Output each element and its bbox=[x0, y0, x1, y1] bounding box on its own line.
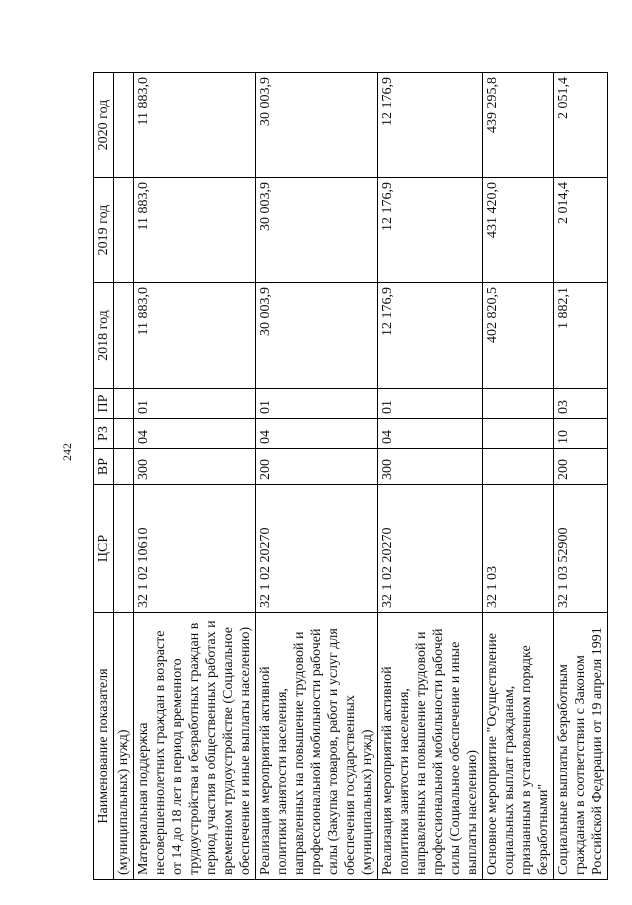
cell-2019: 431 420,0 bbox=[483, 178, 554, 283]
cell-2019: 12 176,9 bbox=[378, 178, 483, 283]
cell-pr bbox=[483, 389, 554, 419]
cell-2018: 1 882,1 bbox=[554, 283, 608, 389]
table-row bbox=[134, 73, 256, 880]
table-row bbox=[483, 73, 554, 880]
table-wrapper bbox=[93, 73, 603, 880]
cell-csr bbox=[114, 485, 134, 613]
header-2018: 2018 год bbox=[94, 283, 114, 389]
cell-vr bbox=[114, 449, 134, 485]
cell-name: Социальные выплаты безработным гражданам в соответствии с Законом Российской Федерации от 19 апреля 1991 bbox=[554, 613, 608, 880]
cell-name: Основное мероприятие "Осуществление социальных выплат гражданам, признанным в установленном порядке безработными" bbox=[483, 613, 554, 880]
cell-vr bbox=[483, 449, 554, 485]
cell-2020: 2 051,4 bbox=[554, 73, 608, 178]
header-rz: РЗ bbox=[94, 419, 114, 449]
cell-vr: 200 bbox=[554, 449, 608, 485]
table-header-row bbox=[94, 73, 114, 880]
table-row bbox=[256, 73, 378, 880]
cell-vr: 300 bbox=[378, 449, 483, 485]
cell-csr: 32 1 03 bbox=[483, 485, 554, 613]
cell-name: (муниципальных) нужд) bbox=[114, 613, 134, 880]
cell-vr: 300 bbox=[134, 449, 256, 485]
cell-rz bbox=[114, 419, 134, 449]
header-vr: ВР bbox=[94, 449, 114, 485]
page-number: 242 bbox=[60, 443, 74, 461]
cell-rz: 04 bbox=[256, 419, 378, 449]
header-2019: 2019 год bbox=[94, 178, 114, 283]
cell-pr: 01 bbox=[134, 389, 256, 419]
header-pr: ПР bbox=[94, 389, 114, 419]
header-2020: 2020 год bbox=[94, 73, 114, 178]
cell-pr: 01 bbox=[256, 389, 378, 419]
cell-rz: 04 bbox=[134, 419, 256, 449]
cell-csr: 32 1 02 10610 bbox=[134, 485, 256, 613]
cell-2020: 439 295,8 bbox=[483, 73, 554, 178]
cell-pr: 01 bbox=[378, 389, 483, 419]
cell-vr: 200 bbox=[256, 449, 378, 485]
cell-2020: 12 176,9 bbox=[378, 73, 483, 178]
header-name: Наименование показателя bbox=[94, 613, 114, 880]
cell-pr: 03 bbox=[554, 389, 608, 419]
cell-pr bbox=[114, 389, 134, 419]
cell-2019: 2 014,4 bbox=[554, 178, 608, 283]
cell-2020: 11 883,0 bbox=[134, 73, 256, 178]
cell-2020 bbox=[114, 73, 134, 178]
cell-2019: 11 883,0 bbox=[134, 178, 256, 283]
budget-table bbox=[93, 72, 608, 880]
cell-csr: 32 1 03 52900 bbox=[554, 485, 608, 613]
cell-2018: 12 176,9 bbox=[378, 283, 483, 389]
cell-name: Реализация мероприятий активной политики занятости населения, направленных на повышение трудовой и профессиональной мобильности рабочей силы (Закупка товаров, работ и услуг для обеспечения государственных (муниципальных) нужд) bbox=[256, 613, 378, 880]
cell-2019: 30 003,9 bbox=[256, 178, 378, 283]
cell-2019 bbox=[114, 178, 134, 283]
cell-rz bbox=[483, 419, 554, 449]
cell-2018 bbox=[114, 283, 134, 389]
table-row bbox=[554, 73, 608, 880]
cell-2018: 11 883,0 bbox=[134, 283, 256, 389]
cell-2018: 402 820,5 bbox=[483, 283, 554, 389]
cell-2020: 30 003,9 bbox=[256, 73, 378, 178]
cell-name: Реализация мероприятий активной политики занятости населения, направленных на повышение трудовой и профессиональной мобильности рабочей силы (Социальное обеспечение и иные выплаты населению) bbox=[378, 613, 483, 880]
table-row bbox=[114, 73, 134, 880]
cell-csr: 32 1 02 20270 bbox=[378, 485, 483, 613]
cell-rz: 10 bbox=[554, 419, 608, 449]
cell-name: Материальная поддержка несовершеннолетних граждан в возрасте от 14 до 18 лет в период временного трудоустройства и безработных граждан в период участия в общественных работах и временном трудоустройстве (Социальное обеспечение и иные выплаты населению) bbox=[134, 613, 256, 880]
table-row bbox=[378, 73, 483, 880]
cell-rz: 04 bbox=[378, 419, 483, 449]
cell-2018: 30 003,9 bbox=[256, 283, 378, 389]
header-csr: ЦСР bbox=[94, 485, 114, 613]
cell-csr: 32 1 02 20270 bbox=[256, 485, 378, 613]
